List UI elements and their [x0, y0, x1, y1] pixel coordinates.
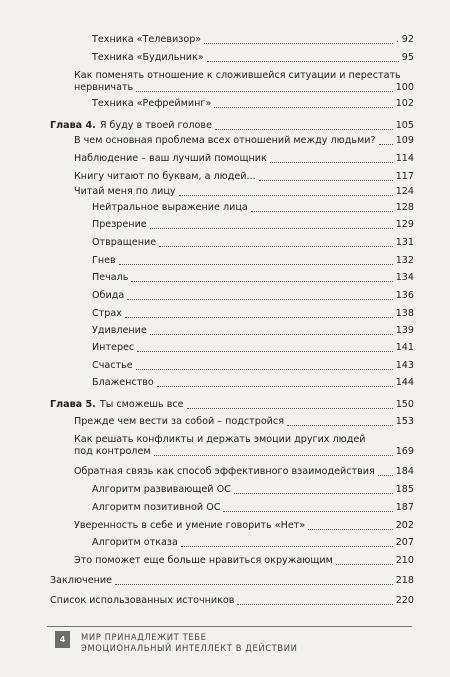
- toc-leader-dots: [215, 128, 393, 130]
- toc-entry[interactable]: [74, 520, 414, 532]
- toc-entry-title: Как решать конфликты и держать эмоции других людей: [74, 434, 366, 445]
- toc-entry[interactable]: [92, 219, 414, 231]
- toc-leader-dots: [157, 385, 393, 387]
- toc-entry-title: Блаженство: [92, 377, 154, 388]
- toc-entry[interactable]: [92, 377, 414, 389]
- toc-entry-title: Техника «Рефрейминг»: [92, 98, 212, 109]
- toc-entry[interactable]: [74, 70, 414, 94]
- toc-entry-title-continued: нервничать: [74, 82, 134, 93]
- toc-entry-title: Это поможет еще больше нравиться окружающим: [74, 555, 333, 566]
- toc-entry-title: Алгоритм отказа: [92, 537, 178, 548]
- toc-entry-title: Наблюдение – ваш лучший помощник: [74, 153, 267, 164]
- toc-entry-title: Я буду в твоей голове: [99, 120, 212, 131]
- toc-entry[interactable]: [92, 255, 414, 267]
- toc-entry-page: 138: [395, 308, 414, 319]
- toc-entry[interactable]: [74, 466, 414, 478]
- toc-entry-page: 141: [395, 342, 414, 353]
- toc-entry[interactable]: [74, 153, 414, 165]
- toc-leader-dots: [378, 474, 393, 476]
- chapter-label: Глава 4.: [50, 120, 96, 131]
- toc-entry-page: . 92: [395, 34, 414, 45]
- toc-entry-title: Обида: [92, 290, 125, 301]
- toc-entry-page: 139: [395, 325, 414, 336]
- toc-entry-title: Техника «Будильник»: [92, 52, 204, 63]
- toc-entry-title: Список использованных источников: [50, 595, 235, 606]
- toc-leader-dots: [270, 161, 393, 163]
- toc-entry[interactable]: [92, 484, 414, 496]
- toc-entry[interactable]: [74, 434, 414, 458]
- toc-entry-page: 100: [395, 82, 414, 93]
- toc-entry[interactable]: [92, 342, 414, 354]
- toc-entry-title: Интерес: [92, 342, 135, 353]
- toc-entry[interactable]: [74, 416, 414, 428]
- toc-leader-dots: [187, 407, 393, 409]
- toc-leader-dots: [308, 528, 393, 530]
- toc-entry-page: 202: [395, 520, 414, 531]
- toc-entry-title: Нейтральное выражение лица: [92, 202, 248, 213]
- toc-leader-dots: [136, 90, 392, 92]
- toc-entry-page: 169: [395, 446, 414, 457]
- toc-entry-title: Обратная связь как способ эффективного взаимодействия: [74, 466, 375, 477]
- toc-leader-dots: [137, 350, 392, 352]
- toc-entry[interactable]: [92, 237, 414, 249]
- toc-entry-page: 144: [395, 377, 414, 388]
- toc-entry-title: В чем основная проблема всех отношений между людьми?: [74, 135, 376, 146]
- toc-entry-page: 184: [395, 466, 414, 477]
- toc-entry-page: 131: [395, 237, 414, 248]
- toc-entry-page: 105: [395, 120, 414, 131]
- toc-entry-title: Алгоритм развивающей ОС: [92, 484, 231, 495]
- toc-entry-title: Ты сможешь все: [99, 399, 184, 410]
- toc-chapter[interactable]: [50, 120, 414, 132]
- toc-entry[interactable]: [74, 171, 414, 183]
- running-title-line2: ЭМОЦИОНАЛЬНЫЙ ИНТЕЛЛЕКТ В ДЕЙСТВИИ: [81, 643, 298, 653]
- toc-leader-dots: [259, 179, 393, 181]
- toc-entry-title: Удивление: [92, 325, 147, 336]
- toc-entry-page: 136: [395, 290, 414, 301]
- toc-leader-dots: [154, 454, 393, 456]
- toc-entry-title: Как поменять отношение к сложившейся ситуации и перестать: [74, 70, 401, 81]
- toc-chapter[interactable]: [50, 399, 414, 411]
- toc-leader-dots: [125, 316, 393, 318]
- toc-leader-dots: [237, 603, 392, 605]
- toc-entry-page: 210: [395, 555, 414, 566]
- toc-entry-title: Отвращение: [92, 237, 157, 248]
- toc-entry-page: 143: [395, 360, 414, 371]
- toc-entry-title: Уверенность в себе и умение говорить «Нет»: [74, 520, 306, 531]
- toc-entry[interactable]: [92, 502, 414, 514]
- toc-leader-dots: [287, 424, 393, 426]
- toc-entry-title: Заключение: [50, 575, 113, 586]
- toc-entry-page: 187: [395, 502, 414, 513]
- toc-leader-dots: [207, 60, 399, 62]
- toc-leader-dots: [150, 227, 393, 229]
- toc-leader-dots: [181, 545, 393, 547]
- toc-entry-title: Алгоритм позитивной ОС: [92, 502, 221, 513]
- toc-entry[interactable]: [92, 98, 414, 110]
- toc-entry[interactable]: [74, 186, 414, 198]
- toc-entry[interactable]: [92, 360, 414, 372]
- footer-divider: [47, 626, 412, 627]
- toc-leader-dots: [127, 298, 392, 300]
- toc-entry-title-continued: под контролем: [74, 446, 151, 457]
- toc-leader-dots: [234, 492, 393, 494]
- toc-leader-dots: [131, 280, 392, 282]
- toc-entry-page: 124: [395, 186, 414, 197]
- toc-entry-page: 129: [395, 219, 414, 230]
- toc-leader-dots: [159, 245, 393, 247]
- toc-entry-title: Страх: [92, 308, 122, 319]
- toc-entry-page: 132: [395, 255, 414, 266]
- toc-leader-dots: [115, 583, 393, 585]
- toc-entry-page: 218: [395, 575, 414, 586]
- toc-entry[interactable]: [74, 555, 414, 567]
- toc-entry[interactable]: [92, 537, 414, 549]
- toc-entry[interactable]: [92, 272, 414, 284]
- toc-leader-dots: [150, 333, 393, 335]
- running-title-line1: МИР ПРИНАДЛЕЖИТ ТЕБЕ: [81, 632, 207, 642]
- toc-entry[interactable]: [92, 325, 414, 337]
- toc-leader-dots: [336, 563, 393, 565]
- toc-leader-dots: [251, 210, 393, 212]
- toc-leader-dots: [379, 143, 393, 145]
- toc-entry-page: 95: [401, 52, 414, 63]
- toc-entry[interactable]: [92, 290, 414, 302]
- toc-leader-dots: [204, 42, 393, 44]
- toc-entry[interactable]: [92, 52, 414, 64]
- toc-entry-title: Читай меня по лицу: [74, 186, 176, 197]
- page-number-badge: 4: [55, 631, 70, 648]
- page-footer: [47, 626, 417, 662]
- toc-entry[interactable]: [74, 135, 414, 147]
- toc-leader-dots: [136, 368, 393, 370]
- toc-entry-page: 114: [395, 153, 414, 164]
- toc-entry-page: 150: [395, 399, 414, 410]
- toc-leader-dots: [179, 194, 393, 196]
- toc-entry-title: Гнев: [92, 255, 116, 266]
- toc-entry-page: 128: [395, 202, 414, 213]
- toc-entry[interactable]: [50, 595, 414, 607]
- toc-entry-title: Счастье: [92, 360, 133, 371]
- running-title: [81, 632, 297, 654]
- toc-entry-title: Печаль: [92, 272, 129, 283]
- toc-entry-page: 207: [395, 537, 414, 548]
- toc-entry-title: Прежде чем вести за собой – подстройся: [74, 416, 284, 427]
- toc-entry-page: 117: [395, 171, 414, 182]
- toc-leader-dots: [223, 510, 392, 512]
- toc-entry[interactable]: [92, 202, 414, 214]
- toc-entry-title: Техника «Телевизор»: [92, 34, 202, 45]
- toc-entry-page: 102: [395, 98, 414, 109]
- toc-entry-page: 134: [395, 272, 414, 283]
- toc-leader-dots: [214, 106, 392, 108]
- toc-entry[interactable]: [50, 575, 414, 587]
- toc-entry[interactable]: [92, 308, 414, 320]
- chapter-label: Глава 5.: [50, 399, 96, 410]
- toc-entry[interactable]: [92, 34, 414, 46]
- toc-entry-title: Презрение: [92, 219, 147, 230]
- toc-entry-page: 220: [395, 595, 414, 606]
- toc-entry-title: Книгу читают по буквам, а людей...: [74, 171, 256, 182]
- toc-entry-page: 153: [395, 416, 414, 427]
- toc-entry-page: 109: [395, 135, 414, 146]
- toc-leader-dots: [119, 263, 393, 265]
- toc-entry-page: 185: [395, 484, 414, 495]
